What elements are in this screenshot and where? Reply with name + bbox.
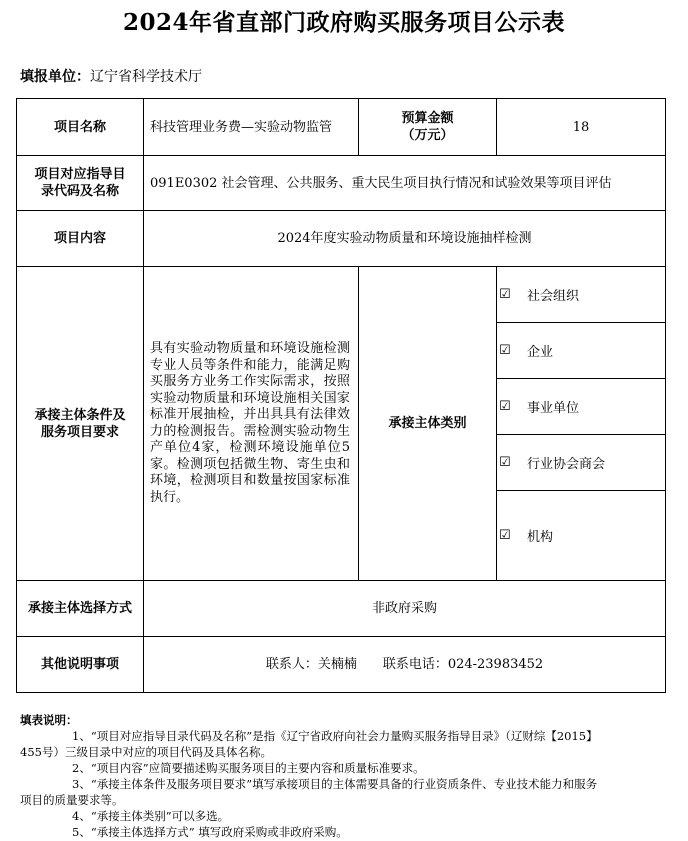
requirements-value: 具有实验动物质量和环境设施检测专业人员等条件和能力，能满足购买服务方业务工作实际需求，按照实验动物质量和环境设施相关国家标准开展抽检，并出具具有法律效力的检测报告。需检测实验动物生产单位4家，检测环境设施单位5家。检测项包括微生物、寄生虫和环境，检测项目和数量按国家标准执行。 [144, 267, 359, 581]
checkbox-checked-icon: ☑ [499, 287, 511, 302]
type-option-social-org [497, 267, 666, 323]
filing-unit-value: 辽宁省科学技术厅 [90, 69, 202, 85]
row-project-name [17, 99, 666, 156]
project-name-value: 科技管理业务费—实验动物监管 [144, 99, 359, 156]
row-content [17, 211, 666, 267]
type-option-label: 社会组织 [527, 289, 580, 304]
filling-instructions [20, 712, 670, 840]
instruction-item: 5、“承接主体选择方式” 填写政府采购或非政府采购。 [72, 825, 348, 839]
checkbox-checked-icon: ☑ [499, 343, 511, 358]
type-option-industry-association [497, 435, 666, 491]
requirements-label-cell [17, 267, 144, 581]
type-label: 承接主体类别 [359, 267, 497, 581]
type-option-label: 企业 [527, 345, 554, 360]
instruction-item: 455号）三级目录中对应的项目代码及具体名称。 [20, 745, 272, 759]
content-value: 2024年度实验动物质量和环境设施抽样检测 [144, 211, 666, 267]
checkbox-checked-icon: ☑ [499, 399, 511, 414]
selection-method-value: 非政府采购 [144, 581, 666, 637]
instruction-item: 4、“承接主体类别”可以多选。 [72, 809, 230, 823]
catalog-value: 091E0302 社会管理、公共服务、重大民生项目执行情况和试验效果等项目评估 [144, 156, 666, 211]
project-table [16, 98, 666, 693]
budget-unit: （万元） [401, 128, 454, 143]
content-label: 项目内容 [17, 211, 144, 267]
other-notes-label: 其他说明事项 [17, 637, 144, 693]
type-option-public-institution [497, 379, 666, 435]
catalog-label-cell [17, 156, 144, 211]
catalog-label-line-1: 项目对应指导目 [34, 167, 126, 182]
row-catalog [17, 156, 666, 211]
type-option-label: 事业单位 [527, 401, 580, 416]
catalog-label-line-2: 录代码及名称 [40, 184, 119, 199]
instruction-item: 2、“项目内容”应简要描述购买服务项目的主要内容和质量标准要求。 [72, 761, 425, 775]
requirements-label-line-1: 承接主体条件及 [34, 407, 126, 423]
type-option-organization [497, 491, 666, 581]
row-selection-method [17, 581, 666, 637]
instruction-item: 1、“项目对应指导目录代码及名称”是指《辽宁省政府向社会力量购买服务指导目录》（辽财综【2015】 [72, 729, 598, 743]
instruction-item: 3、“承接主体条件及服务项目要求”填写承接项目的主体需要具备的行业资质条件、专业技术能力和服务 [72, 777, 598, 791]
budget-value: 18 [497, 99, 666, 156]
page-title: 2024年省直部门政府购买服务项目公示表 [122, 9, 565, 36]
budget-label: 预算金额 [401, 111, 454, 126]
filing-unit [20, 66, 202, 86]
type-option-label: 机构 [527, 530, 554, 545]
other-notes-value: 联系人：关楠楠 联系电话：024-23983452 [144, 637, 666, 693]
checkbox-checked-icon: ☑ [499, 528, 511, 543]
filing-unit-label: 填报单位： [20, 69, 90, 85]
requirements-label-line-2: 服务项目要求 [40, 424, 119, 440]
checkbox-checked-icon: ☑ [499, 455, 511, 470]
row-requirements [17, 267, 666, 323]
instruction-item: 项目的质量要求等。 [20, 793, 124, 807]
budget-label-cell [359, 99, 497, 156]
project-name-label: 项目名称 [17, 99, 144, 156]
instructions-heading: 填表说明： [20, 713, 78, 727]
type-option-enterprise [497, 323, 666, 379]
row-other-notes [17, 637, 666, 693]
type-option-label: 行业协会商会 [527, 457, 606, 472]
selection-method-label: 承接主体选择方式 [17, 581, 144, 637]
